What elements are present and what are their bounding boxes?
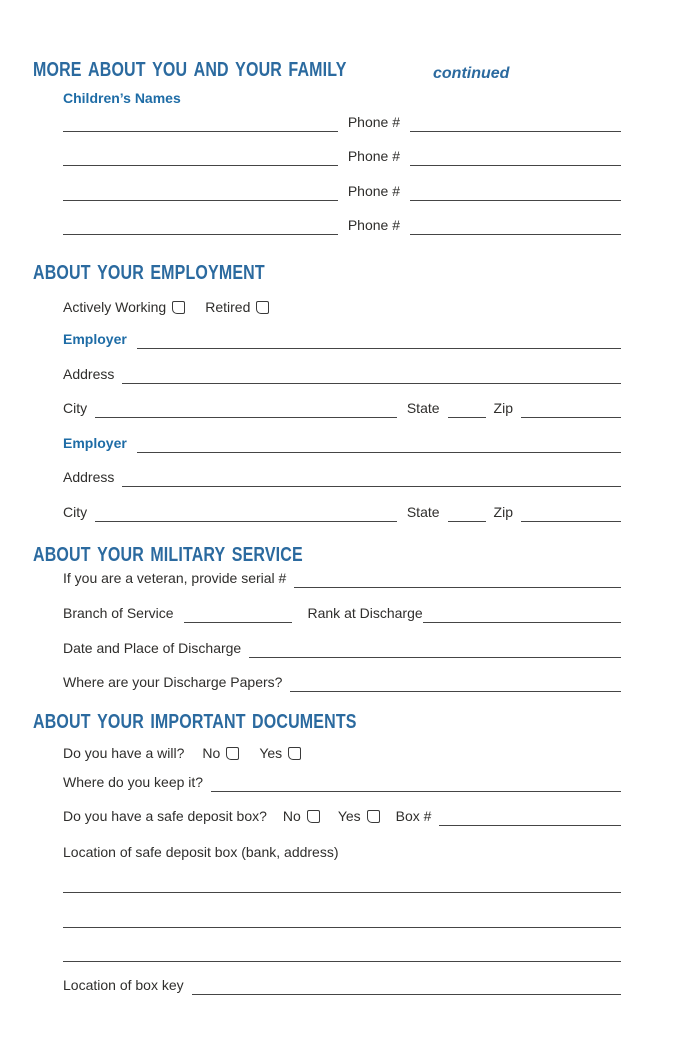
retired-checkbox[interactable] (256, 301, 269, 314)
employer-line[interactable] (137, 329, 621, 349)
safe-location-row (63, 873, 621, 893)
branch-rank-row (63, 603, 621, 623)
city-state-zip-row (63, 502, 621, 522)
employment-status-row (63, 298, 269, 316)
documents-section-title (33, 705, 438, 733)
notes-line[interactable] (63, 942, 621, 962)
address-line[interactable] (122, 364, 621, 384)
safe-location-row (63, 942, 621, 962)
no-label: No (282, 808, 301, 824)
child-name-line[interactable] (63, 215, 338, 235)
employer-label: Employer (63, 331, 127, 347)
discharge-line[interactable] (249, 638, 621, 658)
family-section-title (33, 51, 510, 82)
phone-label: Phone # (347, 148, 400, 164)
address-label: Address (63, 366, 115, 382)
city-label: City (63, 504, 88, 520)
discharge-date-place-label: Date and Place of Discharge (63, 640, 242, 656)
rank-line[interactable] (423, 603, 621, 623)
zip-label: Zip (493, 400, 513, 416)
keep-question-label: Where do you keep it? (63, 774, 204, 790)
box-key-line[interactable] (192, 975, 621, 995)
veteran-serial-row (63, 568, 621, 588)
child-phone-line[interactable] (410, 181, 621, 201)
safe-box-question-label: Do you have a safe deposit box? (63, 808, 267, 824)
child-name-row (63, 215, 621, 235)
employer-row (63, 433, 621, 453)
state-label: State (406, 504, 440, 520)
will-question-label: Do you have a will? (63, 745, 185, 761)
address-row (63, 467, 621, 487)
employer-label: Employer (63, 435, 127, 451)
state-label: State (406, 400, 440, 416)
state-line[interactable] (448, 398, 486, 418)
branch-of-service-label: Branch of Service (63, 605, 174, 621)
documents-section-title-text: about your important documents (33, 703, 357, 734)
will-location-row (63, 772, 621, 792)
phone-label: Phone # (347, 217, 400, 233)
employment-section-title (33, 256, 323, 284)
serial-number-line[interactable] (294, 568, 621, 588)
safe-location-row (63, 908, 621, 928)
yes-label: Yes (337, 808, 361, 824)
will-no-checkbox[interactable] (226, 747, 239, 760)
will-yes-checkbox[interactable] (288, 747, 301, 760)
state-line[interactable] (448, 502, 486, 522)
actively-working-label: Actively Working (63, 299, 167, 315)
continued-label: continued (433, 65, 510, 82)
military-section-title-text: about your military service (33, 536, 303, 567)
city-line[interactable] (95, 502, 397, 522)
retired-label: Retired (205, 299, 251, 315)
will-question-row (63, 744, 301, 762)
employer-row (63, 329, 621, 349)
notes-line[interactable] (63, 908, 621, 928)
child-phone-line[interactable] (410, 112, 621, 132)
discharge-date-row (63, 638, 621, 658)
zip-label: Zip (493, 504, 513, 520)
safe-yes-checkbox[interactable] (367, 810, 380, 823)
child-name-row (63, 181, 621, 201)
discharge-papers-row (63, 672, 621, 692)
veteran-serial-label: If you are a veteran, provide serial # (63, 570, 287, 586)
child-name-line[interactable] (63, 112, 338, 132)
address-row (63, 364, 621, 384)
discharge-papers-label: Where are your Discharge Papers? (63, 674, 283, 690)
safe-no-checkbox[interactable] (307, 810, 320, 823)
child-phone-line[interactable] (410, 146, 621, 166)
child-phone-line[interactable] (410, 215, 621, 235)
phone-label: Phone # (347, 183, 400, 199)
city-line[interactable] (95, 398, 397, 418)
box-number-line[interactable] (439, 806, 621, 826)
no-label: No (202, 745, 221, 761)
family-section-title-text: more about you and your family (33, 51, 347, 82)
safe-deposit-row (63, 806, 621, 826)
children-names-label: Children’s Names (63, 90, 181, 106)
address-line[interactable] (122, 467, 621, 487)
rank-at-discharge-label: Rank at Discharge (307, 605, 423, 621)
zip-line[interactable] (521, 502, 621, 522)
box-number-label: Box # (395, 808, 432, 824)
papers-line[interactable] (290, 672, 621, 692)
address-label: Address (63, 469, 115, 485)
notes-line[interactable] (63, 873, 621, 893)
employer-line[interactable] (137, 433, 621, 453)
child-name-line[interactable] (63, 146, 338, 166)
branch-line[interactable] (184, 603, 292, 623)
city-state-zip-row (63, 398, 621, 418)
child-name-row (63, 146, 621, 166)
keep-line[interactable] (211, 772, 621, 792)
safe-location-label: Location of safe deposit box (bank, address) (63, 844, 339, 860)
city-label: City (63, 400, 88, 416)
box-key-row (63, 975, 621, 995)
child-name-row (63, 112, 621, 132)
military-section-title (33, 538, 370, 566)
child-name-line[interactable] (63, 181, 338, 201)
box-key-label: Location of box key (63, 977, 184, 993)
actively-working-checkbox[interactable] (172, 301, 185, 314)
yes-label: Yes (259, 745, 283, 761)
phone-label: Phone # (347, 114, 400, 130)
zip-line[interactable] (521, 398, 621, 418)
employment-section-title-text: about your employment (33, 254, 265, 285)
